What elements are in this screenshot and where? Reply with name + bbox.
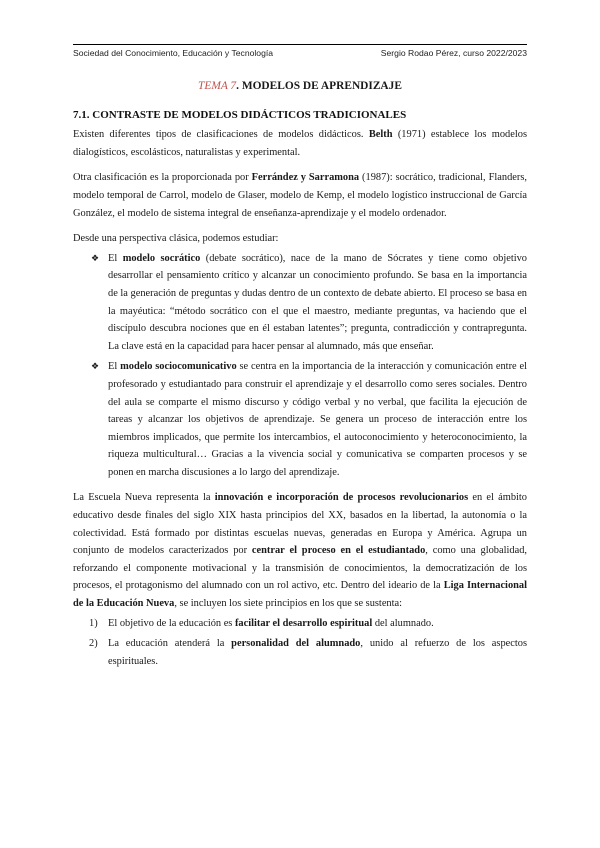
- header-course: Sociedad del Conocimiento, Educación y Tecnología: [73, 48, 274, 58]
- list-item-socratic: ❖ El modelo socrático (debate socrático), nace de la mano de Sócrates y tiene como objetivo desarrollar el pensamiento crítico y alcanzar un conocimiento profundo. Se basa en la importancia de la generación de preguntas y dudas dentro de un contexto de debate abierto. El proceso se basa en la mayéutica: “método socrático con el que el maestro, mediante preguntas, va haciendo que el discípulo descubra nociones que en él estaban latentes”; pregunta, contradicción y contrapregunta. La clave está en la capacidad para hacer pensar al alumnado, más que enseñar.: [108, 250, 527, 356]
- paragraph-belth: Existen diferentes tipos de clasificaciones de modelos didácticos. Belth (1971) establece los modelos dialogísticos, escolásticos, naturalistas y experimental.: [73, 129, 527, 158]
- item-number: 1): [89, 617, 98, 629]
- models-list: [73, 250, 527, 482]
- title-number: TEMA 7: [198, 80, 237, 92]
- list-item-principle-1: 1) El objetivo de la educación es facilitar el desarrollo espiritual del alumnado.: [108, 615, 527, 633]
- paragraph-ferrandez: Otra clasificación es la proporcionada por Ferrández y Sarramona (1987): socrático, tradicional, Flanders, modelo temporal de Carrol, modelo de Glaser, modelo de Kemp, el modelo logístico instruccional de García González, el modelo de sistema integral de enseñanza-aprendizaje y el modelo ordenador.: [73, 172, 527, 219]
- principles-list: [73, 615, 527, 671]
- item-number: 2): [89, 638, 98, 650]
- paragraph-intro-list: Desde una perspectiva clásica, podemos estudiar:: [73, 233, 279, 245]
- paragraph-escuela-nueva: La Escuela Nueva representa la innovación e incorporación de procesos revolucionarios en el ámbito educativo desde finales del siglo XIX hasta principios del XX, basados en la libertad, la autonomía o la colectividad. Está formado por distintas escuelas nuevas, generadas en Europa y América. Agrupa un conjunto de modelos caracterizados por centrar el proceso en el estudiantado, como una globalidad, reforzando el componente motivacional y la transmisión de conocimientos, la democratización de los procesos, el protagonismo del alumnado con un rol activo, etc. Dentro del ideario de la Liga Internacional de la Educación Nueva, se incluyen los siete principios en los que se sustenta:: [73, 492, 528, 610]
- page-header: [73, 44, 527, 64]
- list-item-principle-2: 2) La educación atenderá la personalidad del alumnado, unido al refuerzo de los aspectos espirituales.: [108, 635, 527, 670]
- page-title: [73, 78, 527, 96]
- title-text: . MODELOS DE APRENDIZAJE: [236, 80, 402, 92]
- document-body: [73, 78, 527, 673]
- list-item-sociocommunicative: ❖ El modelo sociocomunicativo se centra en la importancia de la interacción y comunicación entre el profesorado y estudiantado para construir el aprendizaje y el desarrollo como seres sociales. Dentro del aula se comparte el mismo discurso y código verbal y no verbal, que facilita la ejecución de tareas y alcanzar los objetivos de aprendizaje. Se genera un proceso de interacción entre los miembros implicados, que permite los intercambios, el autoconocimiento y heteroconocimiento, la riqueza multicultural… Gracias a la vivencia social y comunicativa se comparten procesos y se ponen en marcha discusiones a lo largo del aprendizaje.: [108, 358, 527, 481]
- header-author: Sergio Rodao Pérez, curso 2022/2023: [380, 48, 527, 58]
- section-heading: 7.1. CONTRASTE DE MODELOS DIDÁCTICOS TRADICIONALES: [73, 108, 407, 121]
- diamond-bullet-icon: ❖: [91, 252, 100, 263]
- diamond-bullet-icon: ❖: [91, 361, 100, 372]
